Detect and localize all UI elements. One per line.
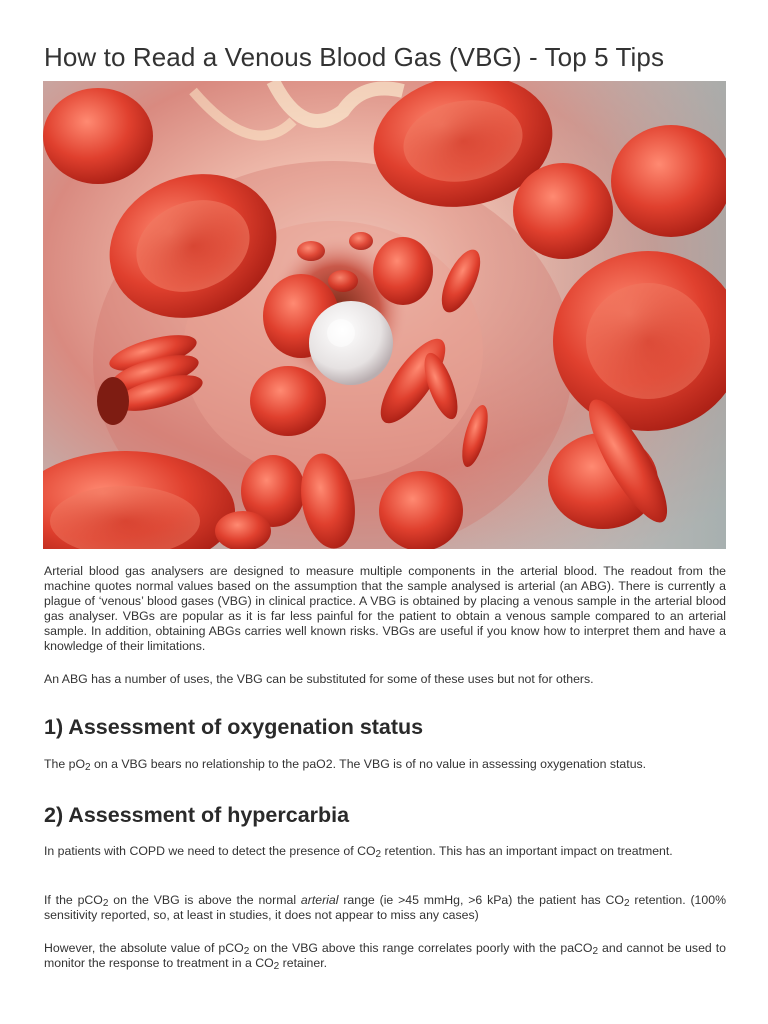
section-1-paragraph: The $pO_2$ on a VBG bears no relationship to the paO2. The VBG is of no value in assessing oxygenation status.: [44, 757, 647, 773]
section-2-heading: 2) Assessment of hypercarbia: [44, 803, 350, 827]
article-title: How to Read a Venous Blood Gas (VBG) - Top 5 Tips: [44, 42, 665, 72]
section-2-paragraph-2: If the pCO$_2$ on the VBG is above the normal arterial range (ie >45 mmHg, >6 kPa) the patient has $CO_2$ retention. (100% sensitivity reported, so, at least in studies, it does not appear to miss any cases): [44, 893, 727, 922]
section-2-paragraph-1: In patients with COPD we need to detect the presence of $CO_2$ retention. This has an important impact on treatment.: [44, 844, 673, 860]
intro-paragraph: Arterial blood gas analysers are designed to measure multiple components in the arterial blood. The readout from the machine quotes normal values based on the assumption that the sample analysed is arterial (an ABG). There is currently a plague of ‘venous’ blood gases (VBG) in clinical practice. A VBG is obtained by placing a venous sample in the arterial blood gas analyser. VBGs are popular as it is far less painful for the patient to obtain a venous sample compared to an arterial sample. In addition, obtaining ABGs carries well known risks. VBGs are useful if you know how to interpret them and have a knowledge of their limitations.: [44, 564, 726, 653]
hero-image: [43, 81, 726, 549]
uses-paragraph: An ABG has a number of uses, the VBG can be substituted for some of these uses but not for others.: [44, 672, 594, 686]
section-2-paragraph-3: However, the absolute value of pCO$_2$ on the VBG above this range correlates poorly with the paCO$_2$ and cannot be used to monitor the response to treatment in a $CO_2$ retainer.: [44, 941, 726, 972]
section-1-heading: 1) Assessment of oxygenation status: [44, 715, 424, 739]
